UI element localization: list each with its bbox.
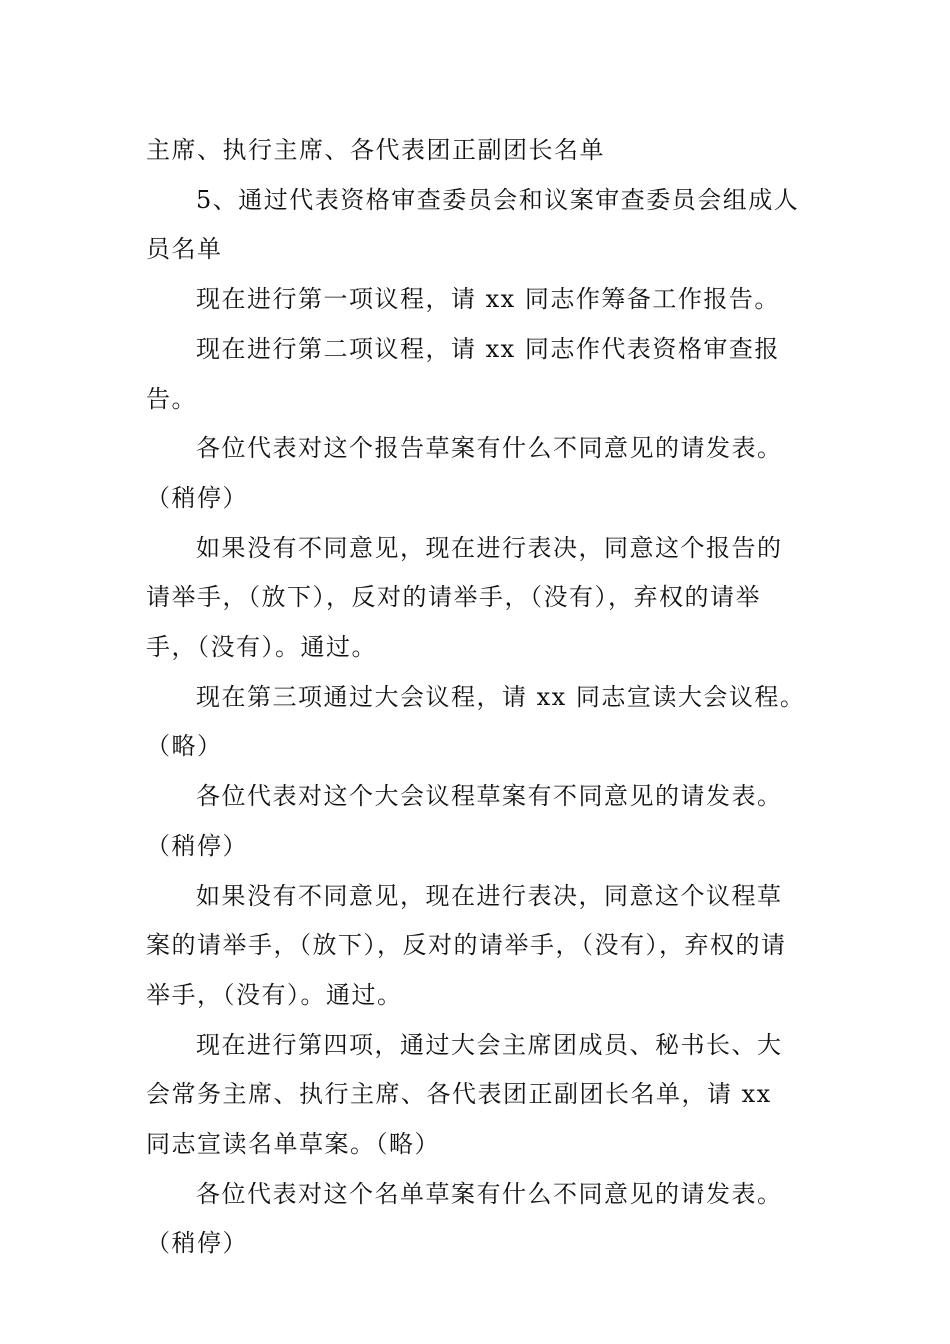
paragraph-6: 如果没有不同意见，现在进行表决，同意这个报告的请举手，（放下），反对的请举手，（没有），弃权的请举手，（没有）。通过。 (146, 533, 783, 662)
paragraph-9: 如果没有不同意见，现在进行表决，同意这个议程草案的请举手，（放下），反对的请举手，（没有），弃权的请举手，（没有）。通过。 (146, 881, 787, 1009)
paragraph-5: 各位代表对这个报告草案有什么不同意见的请发表。（稍停） (146, 434, 783, 512)
document-body (146, 126, 806, 1269)
paragraph-4: 现在进行第二项议程，请 xx 同志作代表资格审查报告。 (146, 334, 780, 413)
paragraph-1: 主席、执行主席、各代表团正副团长名单 (146, 136, 605, 164)
paragraph-7: 现在第三项通过大会议程，请 xx 同志宣读大会议程。（略） (146, 682, 806, 761)
paragraph-10: 现在进行第四项，通过大会主席团成员、秘书长、大会常务主席、执行主席、各代表团正副团长名单，请 xx 同志宣读名单草案。（略） (146, 1030, 783, 1159)
paragraph-2: 5、通过代表资格审查委员会和议案审查委员会组成人员名单 (146, 185, 800, 264)
paragraph-8: 各位代表对这个大会议程草案有不同意见的请发表。（稍停） (146, 782, 783, 860)
paragraph-3: 现在进行第一项议程，请 xx 同志作筹备工作报告。 (196, 285, 780, 314)
paragraph-11: 各位代表对这个名单草案有什么不同意见的请发表。（稍停） (146, 1179, 783, 1258)
